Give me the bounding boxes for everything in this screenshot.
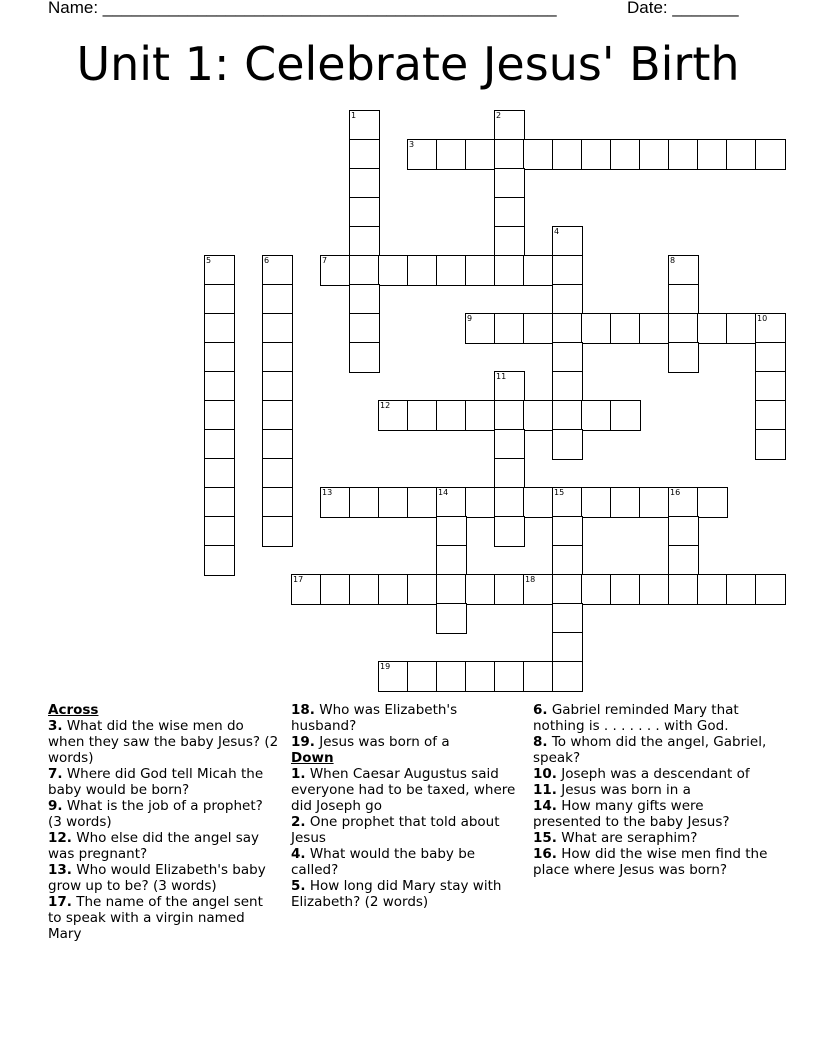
grid-cell[interactable] — [262, 342, 293, 373]
grid-cell[interactable] — [668, 545, 699, 576]
grid-cell[interactable] — [755, 313, 786, 344]
grid-cell[interactable] — [204, 255, 235, 286]
clue-number: 14. — [533, 798, 557, 814]
grid-cell[interactable] — [436, 574, 467, 605]
clue-text: The name of the angel sent to speak with a virgin named Mary — [48, 894, 263, 942]
clue-down-14 — [533, 798, 768, 830]
grid-cell[interactable] — [262, 284, 293, 315]
grid-cell[interactable] — [407, 487, 438, 518]
grid-cell[interactable] — [668, 313, 699, 344]
grid-cell[interactable] — [320, 574, 351, 605]
cell-number: 10 — [757, 314, 768, 323]
grid-cell[interactable] — [552, 603, 583, 634]
clue-text: What are seraphim? — [561, 830, 698, 846]
grid-cell[interactable] — [610, 313, 641, 344]
grid-cell[interactable] — [436, 661, 467, 692]
clue-text: Gabriel reminded Mary that nothing is . . . . . . . with God. — [533, 702, 739, 734]
grid-cell[interactable] — [552, 400, 583, 431]
grid-cell[interactable] — [349, 110, 380, 141]
grid-cell[interactable] — [494, 110, 525, 141]
grid-cell[interactable] — [204, 545, 235, 576]
grid-cell[interactable] — [349, 574, 380, 605]
clue-number: 5. — [291, 878, 306, 894]
grid-cell[interactable] — [407, 139, 438, 170]
cell-number: 18 — [525, 575, 536, 584]
grid-cell[interactable] — [349, 255, 380, 286]
grid-cell[interactable] — [378, 400, 409, 431]
grid-cell[interactable] — [407, 661, 438, 692]
grid-cell[interactable] — [349, 342, 380, 373]
grid-cell[interactable] — [668, 255, 699, 286]
clue-number: 12. — [48, 830, 72, 846]
grid-cell[interactable] — [320, 255, 351, 286]
grid-cell[interactable] — [581, 487, 612, 518]
cell-number: 11 — [496, 372, 507, 381]
clue-across-13 — [48, 862, 280, 894]
grid-cell[interactable] — [494, 255, 525, 286]
grid-cell[interactable] — [523, 574, 554, 605]
grid-cell[interactable] — [204, 429, 235, 460]
grid-cell[interactable] — [465, 574, 496, 605]
grid-cell[interactable] — [552, 226, 583, 257]
grid-cell[interactable] — [378, 661, 409, 692]
clue-number: 19. — [291, 734, 315, 750]
grid-cell[interactable] — [581, 400, 612, 431]
grid-cell[interactable] — [204, 458, 235, 489]
grid-cell[interactable] — [697, 313, 728, 344]
grid-cell[interactable] — [262, 400, 293, 431]
grid-cell[interactable] — [494, 487, 525, 518]
grid-cell[interactable] — [552, 516, 583, 547]
grid-cell[interactable] — [552, 255, 583, 286]
grid-cell[interactable] — [204, 342, 235, 373]
clue-number: 17. — [48, 894, 72, 910]
clue-across-18 — [291, 702, 516, 734]
grid-cell[interactable] — [639, 574, 670, 605]
grid-cell[interactable] — [697, 139, 728, 170]
clue-text: What did the wise men do when they saw the baby Jesus? (2 words) — [48, 718, 279, 766]
clue-number: 15. — [533, 830, 557, 846]
grid-cell[interactable] — [755, 342, 786, 373]
clue-number: 7. — [48, 766, 63, 782]
cell-number: 3 — [409, 140, 415, 149]
grid-cell[interactable] — [523, 487, 554, 518]
grid-cell[interactable] — [552, 661, 583, 692]
clue-across-17 — [48, 894, 280, 942]
grid-cell[interactable] — [262, 458, 293, 489]
grid-cell[interactable] — [494, 400, 525, 431]
clue-number: 8. — [533, 734, 548, 750]
grid-cell[interactable] — [755, 429, 786, 460]
grid-cell[interactable] — [204, 371, 235, 402]
grid-cell[interactable] — [552, 139, 583, 170]
grid-cell[interactable] — [610, 574, 641, 605]
grid-cell[interactable] — [552, 632, 583, 663]
grid-cell[interactable] — [610, 400, 641, 431]
grid-cell[interactable] — [639, 487, 670, 518]
grid-cell[interactable] — [349, 284, 380, 315]
grid-cell[interactable] — [378, 255, 409, 286]
grid-cell[interactable] — [407, 574, 438, 605]
grid-cell[interactable] — [262, 371, 293, 402]
cell-number: 12 — [380, 401, 391, 410]
clue-number: 13. — [48, 862, 72, 878]
grid-cell[interactable] — [204, 284, 235, 315]
grid-cell[interactable] — [552, 313, 583, 344]
grid-cell[interactable] — [465, 487, 496, 518]
grid-cell[interactable] — [523, 400, 554, 431]
clue-down-6 — [533, 702, 768, 734]
grid-cell[interactable] — [349, 197, 380, 228]
clue-text: To whom did the angel, Gabriel, speak? — [533, 734, 767, 766]
grid-cell[interactable] — [726, 139, 757, 170]
grid-cell[interactable] — [204, 313, 235, 344]
name-field[interactable]: Name: ________________________________________________ — [48, 0, 557, 17]
grid-cell[interactable] — [291, 574, 322, 605]
clue-across-9 — [48, 798, 280, 830]
clue-across-19 — [291, 734, 516, 750]
clue-number: 3. — [48, 718, 63, 734]
clue-number: 9. — [48, 798, 63, 814]
grid-cell[interactable] — [436, 400, 467, 431]
clue-text: What is the job of a prophet? (3 words) — [48, 798, 263, 830]
grid-cell[interactable] — [436, 255, 467, 286]
grid-cell[interactable] — [755, 574, 786, 605]
clue-down-8 — [533, 734, 768, 766]
grid-cell[interactable] — [204, 487, 235, 518]
clue-down-2 — [291, 814, 516, 846]
grid-cell[interactable] — [552, 487, 583, 518]
clue-text: Jesus was born in a — [561, 782, 691, 798]
grid-cell[interactable] — [436, 545, 467, 576]
grid-cell[interactable] — [552, 574, 583, 605]
cell-number: 14 — [438, 488, 449, 497]
grid-cell[interactable] — [320, 487, 351, 518]
grid-cell[interactable] — [494, 313, 525, 344]
grid-cell[interactable] — [668, 139, 699, 170]
grid-cell[interactable] — [262, 516, 293, 547]
grid-cell[interactable] — [204, 516, 235, 547]
across-heading: Across — [48, 702, 99, 718]
grid-cell[interactable] — [610, 139, 641, 170]
grid-cell[interactable] — [581, 313, 612, 344]
clue-text: Jesus was born of a — [319, 734, 450, 750]
grid-cell[interactable] — [523, 139, 554, 170]
grid-cell[interactable] — [465, 255, 496, 286]
cell-number: 17 — [293, 575, 304, 584]
grid-cell[interactable] — [349, 168, 380, 199]
grid-cell[interactable] — [204, 400, 235, 431]
grid-cell[interactable] — [465, 400, 496, 431]
clue-down-10 — [533, 766, 768, 782]
clue-text: How many gifts were presented to the baby Jesus? — [533, 798, 730, 830]
clue-number: 10. — [533, 766, 557, 782]
grid-cell[interactable] — [349, 139, 380, 170]
grid-cell[interactable] — [378, 574, 409, 605]
clue-number: 18. — [291, 702, 315, 718]
clue-text: Joseph was a descendant of — [561, 766, 750, 782]
grid-cell[interactable] — [407, 400, 438, 431]
cell-number: 19 — [380, 662, 391, 671]
clue-number: 4. — [291, 846, 306, 862]
clue-number: 11. — [533, 782, 557, 798]
grid-cell[interactable] — [697, 574, 728, 605]
grid-cell[interactable] — [436, 139, 467, 170]
grid-cell[interactable] — [436, 603, 467, 634]
grid-cell[interactable] — [581, 139, 612, 170]
grid-cell[interactable] — [494, 226, 525, 257]
grid-cell[interactable] — [552, 545, 583, 576]
grid-cell[interactable] — [639, 313, 670, 344]
grid-cell[interactable] — [552, 342, 583, 373]
grid-cell[interactable] — [494, 574, 525, 605]
clue-across-12 — [48, 830, 280, 862]
grid-cell[interactable] — [581, 574, 612, 605]
grid-cell[interactable] — [523, 313, 554, 344]
grid-cell[interactable] — [349, 226, 380, 257]
clue-number: 2. — [291, 814, 306, 830]
page-title: Unit 1: Celebrate Jesus' Birth — [76, 37, 740, 91]
clues-column-2 — [291, 702, 516, 910]
grid-cell[interactable] — [465, 139, 496, 170]
grid-cell[interactable] — [726, 313, 757, 344]
clue-number: 1. — [291, 766, 306, 782]
grid-cell[interactable] — [523, 661, 554, 692]
cell-number: 5 — [206, 256, 212, 265]
grid-cell[interactable] — [755, 400, 786, 431]
clue-across-3 — [48, 718, 280, 766]
clue-text: Where did God tell Micah the baby would be born? — [48, 766, 264, 798]
clue-text: Who else did the angel say was pregnant? — [48, 830, 260, 862]
grid-cell[interactable] — [436, 487, 467, 518]
grid-cell[interactable] — [262, 313, 293, 344]
clue-text: Who was Elizabeth's husband? — [291, 702, 458, 734]
clue-text: Who would Elizabeth's baby grow up to be? (3 words) — [48, 862, 266, 894]
clue-text: How did the wise men find the place where Jesus was born? — [533, 846, 768, 878]
grid-cell[interactable] — [494, 197, 525, 228]
grid-cell[interactable] — [465, 661, 496, 692]
grid-cell[interactable] — [668, 342, 699, 373]
grid-cell[interactable] — [494, 661, 525, 692]
grid-cell[interactable] — [262, 255, 293, 286]
grid-cell[interactable] — [494, 429, 525, 460]
clue-down-15 — [533, 830, 768, 846]
grid-cell[interactable] — [262, 487, 293, 518]
grid-cell[interactable] — [755, 371, 786, 402]
grid-cell[interactable] — [668, 487, 699, 518]
grid-cell[interactable] — [465, 313, 496, 344]
clues-column-1 — [48, 702, 280, 942]
grid-cell[interactable] — [494, 168, 525, 199]
grid-cell[interactable] — [697, 487, 728, 518]
clue-text: One prophet that told about Jesus — [291, 814, 500, 846]
cell-number: 4 — [554, 227, 560, 236]
clue-down-5 — [291, 878, 516, 910]
grid-cell[interactable] — [494, 458, 525, 489]
cell-number: 15 — [554, 488, 565, 497]
grid-cell[interactable] — [726, 574, 757, 605]
cell-number: 2 — [496, 111, 502, 120]
grid-cell[interactable] — [378, 487, 409, 518]
grid-cell[interactable] — [755, 139, 786, 170]
grid-cell[interactable] — [668, 284, 699, 315]
grid-cell[interactable] — [407, 255, 438, 286]
cell-number: 16 — [670, 488, 681, 497]
clues-column-3 — [533, 702, 768, 878]
cell-number: 9 — [467, 314, 473, 323]
clue-down-4 — [291, 846, 516, 878]
grid-cell[interactable] — [349, 313, 380, 344]
clue-number: 6. — [533, 702, 548, 718]
grid-cell[interactable] — [436, 516, 467, 547]
grid-cell[interactable] — [494, 516, 525, 547]
date-field[interactable]: Date: _______ — [627, 0, 739, 17]
grid-cell[interactable] — [552, 429, 583, 460]
clue-down-1 — [291, 766, 516, 814]
clue-text: How long did Mary stay with Elizabeth? (2 words) — [291, 878, 502, 910]
down-heading: Down — [291, 750, 334, 766]
grid-cell[interactable] — [494, 139, 525, 170]
grid-cell[interactable] — [523, 255, 554, 286]
clue-text: When Caesar Augustus said everyone had to be taxed, where did Joseph go — [291, 766, 516, 814]
grid-cell[interactable] — [552, 284, 583, 315]
cell-number: 7 — [322, 256, 328, 265]
cell-number: 6 — [264, 256, 270, 265]
clue-across-7 — [48, 766, 280, 798]
grid-cell[interactable] — [494, 371, 525, 402]
grid-cell[interactable] — [262, 429, 293, 460]
cell-number: 1 — [351, 111, 357, 120]
clue-down-11 — [533, 782, 768, 798]
grid-cell[interactable] — [610, 487, 641, 518]
grid-cell[interactable] — [349, 487, 380, 518]
cell-number: 8 — [670, 256, 676, 265]
clue-number: 16. — [533, 846, 557, 862]
clue-text: What would the baby be called? — [291, 846, 476, 878]
clue-down-16 — [533, 846, 768, 878]
grid-cell[interactable] — [639, 139, 670, 170]
grid-cell[interactable] — [668, 516, 699, 547]
cell-number: 13 — [322, 488, 333, 497]
grid-cell[interactable] — [552, 371, 583, 402]
grid-cell[interactable] — [668, 574, 699, 605]
